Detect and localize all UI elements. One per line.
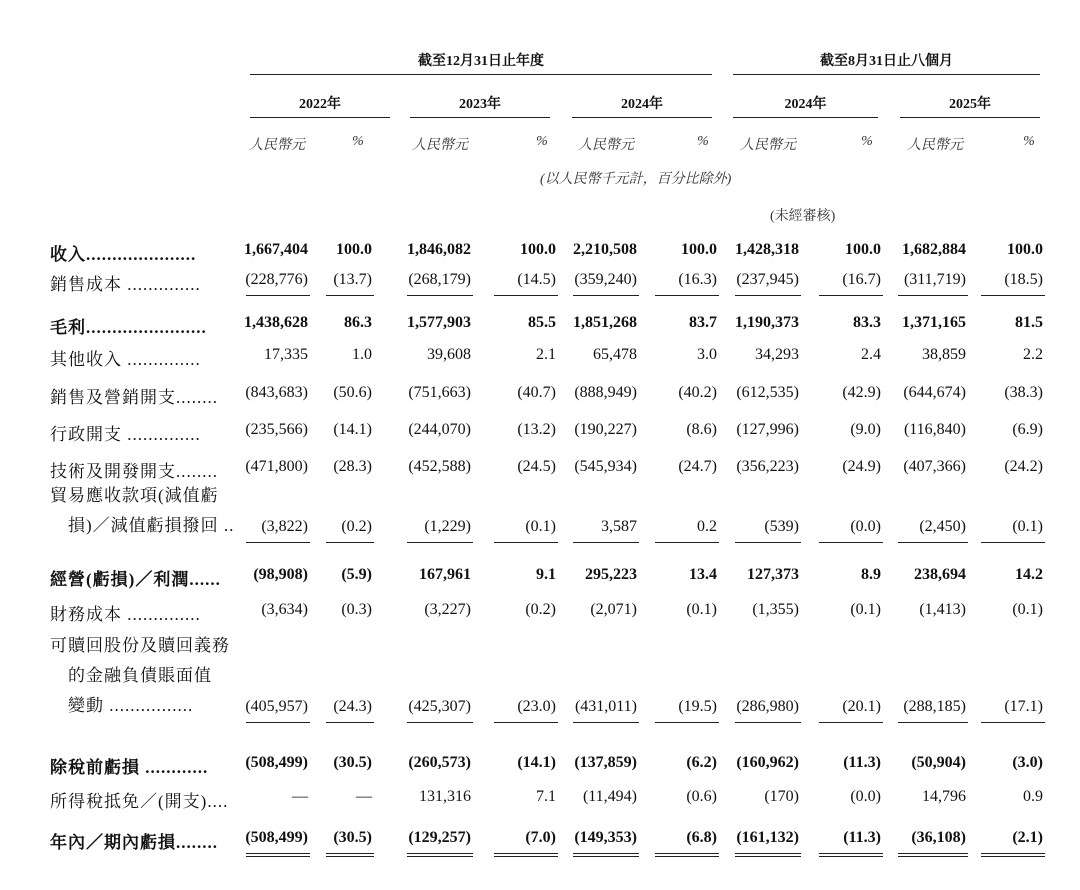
cell-amount: 1,438,628 xyxy=(244,314,308,331)
cell-percent: (11.3) xyxy=(843,754,881,771)
subtotal-underline xyxy=(246,295,310,296)
cell-amount: 1,846,082 xyxy=(407,241,471,258)
cell-percent: (24.5) xyxy=(517,458,556,475)
cell-amount: (116,840) xyxy=(903,421,966,438)
cell-percent: 81.5 xyxy=(1015,314,1043,331)
cell-amount: 3,587 xyxy=(601,518,637,535)
period-divider xyxy=(250,117,390,118)
subtotal-underline xyxy=(573,722,639,723)
cell-percent: (42.9) xyxy=(842,384,881,401)
row-label: 銷售成本 .............. xyxy=(50,275,201,294)
cell-amount: 1,851,268 xyxy=(573,314,637,331)
cell-amount: 131,316 xyxy=(419,788,471,805)
cell-amount: (356,223) xyxy=(736,458,799,475)
period-2025-8m: 2025年 xyxy=(949,97,991,112)
cell-percent: 83.3 xyxy=(853,314,881,331)
cell-percent: (0.2) xyxy=(341,518,372,535)
unit-label-rmb: 人民幣元 xyxy=(907,138,963,153)
cell-amount: (471,800) xyxy=(245,458,308,475)
cell-percent: (17.1) xyxy=(1004,698,1043,715)
cell-amount: (149,353) xyxy=(574,829,637,846)
row-label: 年內／期內虧損........ xyxy=(50,833,218,852)
cell-percent: 0.9 xyxy=(1023,788,1043,805)
cell-percent: (24.3) xyxy=(333,698,372,715)
cell-percent: 3.0 xyxy=(697,346,717,363)
cell-amount: (137,859) xyxy=(574,754,637,771)
cell-percent: (13.2) xyxy=(517,421,556,438)
total-double-underline xyxy=(246,853,310,857)
row-label: 收入..................... xyxy=(50,245,197,264)
cell-amount: (407,366) xyxy=(903,458,966,475)
subtotal-underline xyxy=(735,295,801,296)
unit-label-rmb: 人民幣元 xyxy=(412,138,468,153)
cell-amount: 1,428,318 xyxy=(735,241,799,258)
subtotal-underline xyxy=(573,295,639,296)
row-label: 財務成本 .............. xyxy=(50,605,201,624)
subtotal-underline xyxy=(735,542,801,543)
cell-percent: 1.0 xyxy=(352,346,372,363)
subtotal-underline xyxy=(246,722,310,723)
cell-percent: (0.1) xyxy=(1012,601,1043,618)
cell-percent: (14.1) xyxy=(517,754,556,771)
cell-percent: 9.1 xyxy=(536,566,556,583)
total-double-underline xyxy=(981,853,1045,857)
cell-percent: (0.1) xyxy=(686,601,717,618)
cell-amount: (612,535) xyxy=(736,384,799,401)
cell-percent: (0.1) xyxy=(850,601,881,618)
cell-percent: (24.2) xyxy=(1004,458,1043,475)
unit-label-percent: % xyxy=(536,134,548,149)
cell-percent: 2.4 xyxy=(861,346,881,363)
cell-amount: (1,355) xyxy=(752,601,799,618)
total-double-underline xyxy=(494,853,558,857)
cell-amount: (244,070) xyxy=(408,421,471,438)
cell-percent: (50.6) xyxy=(333,384,372,401)
cell-amount: (161,132) xyxy=(736,829,799,846)
cell-amount: (751,663) xyxy=(408,384,471,401)
cell-amount: 17,335 xyxy=(264,346,308,363)
cell-amount: 1,682,884 xyxy=(902,241,966,258)
row-label: 除稅前虧損 ............ xyxy=(50,758,209,777)
cell-amount: (508,499) xyxy=(245,754,308,771)
cell-percent: 7.1 xyxy=(536,788,556,805)
subtotal-underline xyxy=(981,542,1045,543)
header-year-end: 截至12月31日止年度 xyxy=(418,54,544,69)
cell-amount: 14,796 xyxy=(922,788,966,805)
cell-percent: (6.9) xyxy=(1012,421,1043,438)
subtotal-underline xyxy=(246,542,310,543)
cell-amount: 1,190,373 xyxy=(735,314,799,331)
total-double-underline xyxy=(735,853,801,857)
total-double-underline xyxy=(326,853,374,857)
subtotal-underline xyxy=(326,295,374,296)
cell-percent: (18.5) xyxy=(1004,271,1043,288)
cell-amount: (228,776) xyxy=(245,271,308,288)
subtotal-underline xyxy=(981,295,1045,296)
cell-amount: 1,667,404 xyxy=(244,241,308,258)
cell-amount: (288,185) xyxy=(903,698,966,715)
cell-percent: 100.0 xyxy=(845,241,881,258)
row-label: 行政開支 .............. xyxy=(50,425,201,444)
period-divider xyxy=(900,117,1040,118)
cell-percent: (40.7) xyxy=(517,384,556,401)
period-divider xyxy=(733,117,878,118)
cell-amount: (129,257) xyxy=(408,829,471,846)
cell-percent: 2.2 xyxy=(1023,346,1043,363)
unit-label-percent: % xyxy=(697,134,709,149)
cell-percent: 14.2 xyxy=(1015,566,1043,583)
cell-amount: (425,307) xyxy=(408,698,471,715)
subtotal-underline xyxy=(407,542,473,543)
cell-percent: 100.0 xyxy=(336,241,372,258)
cell-percent: (19.5) xyxy=(678,698,717,715)
cell-percent: (14.5) xyxy=(517,271,556,288)
cell-percent: (0.0) xyxy=(850,788,881,805)
period-2023: 2023年 xyxy=(459,97,501,112)
cell-percent: (13.7) xyxy=(333,271,372,288)
period-divider xyxy=(572,117,712,118)
cell-amount: (311,719) xyxy=(903,271,966,288)
cell-percent: (6.8) xyxy=(686,829,717,846)
total-double-underline xyxy=(407,853,473,857)
cell-amount: (843,683) xyxy=(245,384,308,401)
cell-amount: 39,608 xyxy=(427,346,471,363)
cell-percent: (23.0) xyxy=(517,698,556,715)
cell-percent: (24.7) xyxy=(678,458,717,475)
cell-amount: (160,962) xyxy=(736,754,799,771)
cell-amount: 1,577,903 xyxy=(407,314,471,331)
row-label: 所得稅抵免／(開支).... xyxy=(50,792,229,811)
cell-percent: (28.3) xyxy=(333,458,372,475)
cell-amount: (1,413) xyxy=(919,601,966,618)
cell-amount: (286,980) xyxy=(736,698,799,715)
cell-percent: 100.0 xyxy=(520,241,556,258)
unit-label-rmb: 人民幣元 xyxy=(578,138,634,153)
cell-amount: (237,945) xyxy=(736,271,799,288)
row-label: 技術及開發開支........ xyxy=(50,462,218,481)
cell-amount: (36,108) xyxy=(911,829,966,846)
total-double-underline xyxy=(819,853,883,857)
period-2022: 2022年 xyxy=(299,97,341,112)
cell-amount: — xyxy=(292,788,308,805)
subtotal-underline xyxy=(819,295,883,296)
total-double-underline xyxy=(898,853,968,857)
cell-amount: (359,240) xyxy=(574,271,637,288)
cell-amount: (127,996) xyxy=(736,421,799,438)
cell-amount: (50,904) xyxy=(911,754,966,771)
unit-note: (以人民幣千元計，百分比除外) xyxy=(540,172,732,187)
cell-percent: (0.0) xyxy=(850,518,881,535)
cell-amount: (11,494) xyxy=(582,788,637,805)
cell-amount: (2,071) xyxy=(590,601,637,618)
cell-amount: 238,694 xyxy=(914,566,966,583)
period-2024-8m: 2024年 xyxy=(784,97,827,112)
header-divider xyxy=(250,74,712,75)
subtotal-underline xyxy=(494,295,558,296)
cell-percent: (24.9) xyxy=(842,458,881,475)
cell-percent: (38.3) xyxy=(1004,384,1043,401)
cell-percent: (16.7) xyxy=(842,271,881,288)
cell-amount: (190,227) xyxy=(574,421,637,438)
cell-percent: (9.0) xyxy=(850,421,881,438)
cell-percent: (20.1) xyxy=(842,698,881,715)
cell-amount: 167,961 xyxy=(419,566,471,583)
row-label: 銷售及營銷開支........ xyxy=(50,388,218,407)
subtotal-underline xyxy=(819,542,883,543)
unit-label-rmb: 人民幣元 xyxy=(249,138,305,153)
cell-amount: (3,227) xyxy=(424,601,471,618)
cell-amount: 295,223 xyxy=(585,566,637,583)
cell-percent: (16.3) xyxy=(678,271,717,288)
subtotal-underline xyxy=(898,722,968,723)
subtotal-underline xyxy=(898,295,968,296)
row-label: 經營(虧損)／利潤...... xyxy=(50,570,221,589)
period-2024: 2024年 xyxy=(621,97,663,112)
cell-percent: 2.1 xyxy=(536,346,556,363)
subtotal-underline xyxy=(655,542,719,543)
cell-percent: 13.4 xyxy=(689,566,717,583)
cell-percent: (8.6) xyxy=(686,421,717,438)
subtotal-underline xyxy=(326,542,374,543)
unit-label-percent: % xyxy=(861,134,873,149)
cell-amount: 1,371,165 xyxy=(902,314,966,331)
period-divider xyxy=(410,117,550,118)
unit-label-rmb: 人民幣元 xyxy=(740,138,796,153)
cell-percent: (0.2) xyxy=(525,601,556,618)
cell-amount: (508,499) xyxy=(245,829,308,846)
subtotal-underline xyxy=(898,542,968,543)
row-label-line: 可贖回股份及贖回義務 xyxy=(50,636,230,655)
subtotal-underline xyxy=(981,722,1045,723)
row-label-line: 變動 ................ xyxy=(50,696,194,715)
cell-amount: (1,229) xyxy=(424,518,471,535)
cell-percent: (30.5) xyxy=(333,829,372,846)
subtotal-underline xyxy=(407,295,473,296)
cell-amount: (452,588) xyxy=(408,458,471,475)
cell-amount: (3,822) xyxy=(261,518,308,535)
subtotal-underline xyxy=(655,295,719,296)
header-eight-months: 截至8月31日止八個月 xyxy=(820,54,953,69)
row-label xyxy=(50,481,234,541)
cell-amount: 65,478 xyxy=(593,346,637,363)
cell-percent: 0.2 xyxy=(697,518,717,535)
cell-percent: (0.1) xyxy=(525,518,556,535)
unit-label-percent: % xyxy=(352,134,364,149)
cell-percent: (30.5) xyxy=(333,754,372,771)
row-label-line: 的金融負債賬面值 xyxy=(50,666,212,685)
cell-amount: (539) xyxy=(764,518,799,535)
cell-percent: (11.3) xyxy=(843,829,881,846)
cell-percent: (7.0) xyxy=(525,829,556,846)
cell-amount: (888,949) xyxy=(574,384,637,401)
subtotal-underline xyxy=(655,722,719,723)
cell-amount: 127,373 xyxy=(747,566,799,583)
subtotal-underline xyxy=(735,722,801,723)
cell-amount: (545,934) xyxy=(574,458,637,475)
header-divider xyxy=(733,74,1040,75)
subtotal-underline xyxy=(407,722,473,723)
cell-amount: 34,293 xyxy=(755,346,799,363)
cell-percent: 100.0 xyxy=(681,241,717,258)
cell-percent: 83.7 xyxy=(689,314,717,331)
subtotal-underline xyxy=(494,722,558,723)
row-label: 其他收入 .............. xyxy=(50,350,201,369)
cell-percent: 100.0 xyxy=(1007,241,1043,258)
cell-amount: (268,179) xyxy=(408,271,471,288)
cell-amount: (3,634) xyxy=(261,601,308,618)
cell-amount: (260,573) xyxy=(408,754,471,771)
cell-amount: 38,859 xyxy=(922,346,966,363)
cell-amount: (235,566) xyxy=(245,421,308,438)
row-label-line: 損)／減值虧損撥回 .. xyxy=(50,516,235,535)
cell-amount: (170) xyxy=(764,788,799,805)
cell-percent: (0.1) xyxy=(1012,518,1043,535)
total-double-underline xyxy=(573,853,639,857)
cell-percent: (3.0) xyxy=(1012,754,1043,771)
cell-percent: 86.3 xyxy=(344,314,372,331)
row-label xyxy=(50,631,230,721)
cell-amount: (2,450) xyxy=(919,518,966,535)
cell-percent: (6.2) xyxy=(686,754,717,771)
unit-label-percent: % xyxy=(1023,134,1035,149)
cell-percent: 85.5 xyxy=(528,314,556,331)
row-label-line: 貿易應收款項(減值虧 xyxy=(50,486,219,505)
cell-percent: (0.6) xyxy=(686,788,717,805)
cell-percent: — xyxy=(356,788,372,805)
subtotal-underline xyxy=(819,722,883,723)
subtotal-underline xyxy=(326,722,374,723)
subtotal-underline xyxy=(494,542,558,543)
unaudited-note: (未經審核) xyxy=(770,209,836,224)
cell-percent: (5.9) xyxy=(341,566,372,583)
cell-amount: (431,011) xyxy=(574,698,637,715)
cell-percent: (14.1) xyxy=(333,421,372,438)
cell-amount: 2,210,508 xyxy=(573,241,637,258)
cell-amount: (644,674) xyxy=(903,384,966,401)
cell-percent: (0.3) xyxy=(341,601,372,618)
cell-percent: (2.1) xyxy=(1012,829,1043,846)
cell-percent: (40.2) xyxy=(678,384,717,401)
cell-percent: 8.9 xyxy=(861,566,881,583)
row-label: 毛利....................... xyxy=(50,318,207,337)
total-double-underline xyxy=(655,853,719,857)
cell-amount: (405,957) xyxy=(245,698,308,715)
cell-amount: (98,908) xyxy=(253,566,308,583)
subtotal-underline xyxy=(573,542,639,543)
